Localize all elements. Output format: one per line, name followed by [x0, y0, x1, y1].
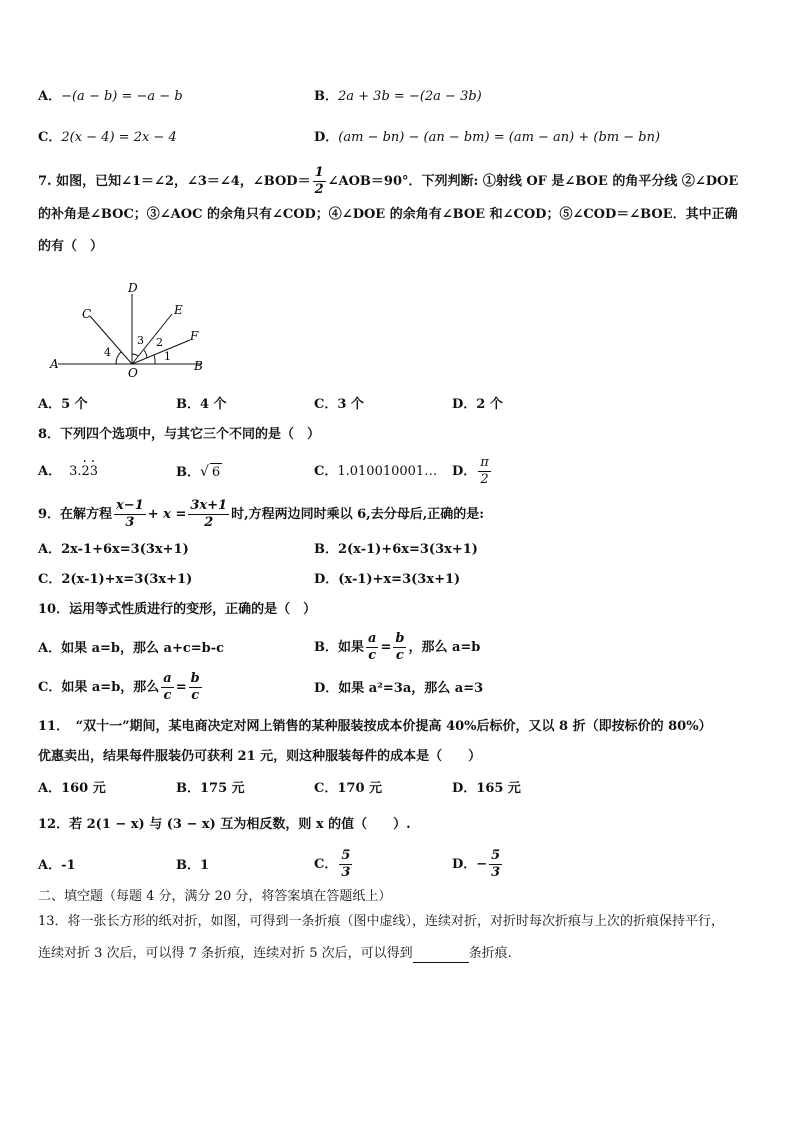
label-d: D — [128, 281, 138, 295]
q8-stem: 8．下列四个选项中，与其它三个不同的是（ ） — [38, 427, 321, 442]
q11-stem-line1: 11． “双十一”期间，某电商决定对网上销售的某种服装按成本价提高 40%后标价，又以 8 折（即按标价的 80%） — [38, 719, 712, 734]
q7-stem-line1: 7. 如图，已知∠1＝∠2，∠3＝∠4，∠BOD＝ $\frac{1}{2}$ ∠AOB＝90°．下列判断: ①射线 OF 是∠BOE 的角平分线 ②∠DOE — [38, 165, 739, 197]
q6-option-d: D．(am − bn) − (an − bm) = (am − an) + (bm − bn) — [314, 130, 661, 145]
q10-stem: 10．运用等式性质进行的变形，正确的是（ ） — [38, 602, 317, 617]
label-e: E — [174, 303, 183, 317]
q6-option-c: C．2(x − 4) = 2x − 4 — [38, 130, 177, 145]
q7-fraction: $\frac{1}{2}$ — [314, 165, 324, 197]
q7-stem-line3: 的有（ ） — [38, 239, 104, 254]
q8-option-a: A． 3.2 ·3 · — [38, 463, 98, 481]
q13-answer-blank[interactable] — [413, 948, 469, 963]
q11-option-b: B．175 元 — [176, 781, 245, 796]
q10-option-d: D．如果 a²=3a，那么 a=3 — [314, 681, 484, 696]
ray-oc — [90, 316, 132, 364]
q7-option-a: A．5 个 — [38, 397, 88, 412]
q10-option-b: B．如果 $\frac{a}{c}$ = $\frac{b}{c}$ ，那么 a=b — [314, 631, 481, 663]
label-1: 1 — [164, 350, 171, 363]
label-3: 3 — [137, 334, 144, 347]
label-f: F — [190, 329, 199, 343]
label-o: O — [128, 366, 138, 380]
q9-option-b: B．2(x-1)+6x=3(3x+1) — [314, 542, 478, 557]
arc-1 — [154, 355, 155, 364]
q7-option-c: C．3 个 — [314, 397, 364, 412]
q10-option-c: C．如果 a=b，那么 $\frac{a}{c}$ = $\frac{b}{c}$ — [38, 671, 200, 703]
label-2: 2 — [156, 336, 163, 349]
q9-option-d: D．(x-1)+x=3(3x+1) — [314, 572, 461, 587]
arc-4 — [116, 352, 121, 364]
q7-option-d: D．2 个 — [452, 397, 503, 412]
q10-option-a: A．如果 a=b，那么 a+c=b-c — [38, 641, 225, 656]
q7-option-b: B．4 个 — [176, 397, 227, 412]
q12-option-c: C． $\frac{5}{3}$ — [314, 848, 351, 880]
q12-option-d: D．− $\frac{5}{3}$ — [452, 848, 501, 880]
q8-option-c: C．1.010010001… — [314, 464, 438, 479]
q12-option-a: A．-1 — [38, 858, 76, 873]
q7-stem-line2: 的补角是∠BOC；③∠AOC 的余角只有∠COD；④∠DOE 的余角有∠BOE 和∠COD；⑤∠COD＝∠BOE．其中正确 — [38, 207, 738, 222]
arc-2 — [144, 350, 147, 358]
q7-angle-figure — [44, 280, 214, 380]
q9-stem: 9．在解方程 $\frac{x-1}{3}$ + x = $\frac{3x+1}{2}$ 时,方程两边同时乘以 6,去分母后,正确的是: — [38, 498, 485, 530]
q6-option-b: B．2a + 3b = −(2a − 3b) — [314, 89, 482, 104]
q9-option-a: A．2x-1+6x=3(3x+1) — [38, 542, 189, 557]
q13-stem-line1: 13．将一张长方形的纸对折，如图，可得到一条折痕（图中虚线），连续对折，对折时每次折痕与上次的折痕保持平行， — [38, 914, 725, 929]
q11-option-a: A．160 元 — [38, 781, 106, 796]
q12-option-b: B．1 — [176, 858, 210, 873]
q12-stem: 12．若 2(1 − x) 与 (3 − x) 互为相反数，则 x 的值（ ）. — [38, 817, 411, 832]
section-fill-in-heading: 二、填空题（每题 4 分，满分 20 分，将答案填在答题纸上） — [38, 889, 392, 904]
label-4: 4 — [104, 346, 111, 359]
q13-stem-line2: 连续对折 3 次后，可以得 7 条折痕，连续对折 5 次后，可以得到 条折痕. — [38, 946, 512, 961]
q8-option-d: D． $\frac{\pi}{2}$ — [452, 455, 489, 487]
q9-option-c: C．2(x-1)+x=3(3x+1) — [38, 572, 193, 587]
label-a: A — [50, 357, 59, 371]
label-c: C — [82, 307, 92, 321]
arc-3 — [132, 354, 138, 356]
q11-option-c: C．170 元 — [314, 781, 383, 796]
q6-option-a: A．−(a − b) = −a − b — [38, 89, 183, 104]
q11-stem-line2: 优惠卖出，结果每件服装仍可获利 21 元，则这种服装每件的成本是（ ） — [38, 749, 482, 764]
q11-option-d: D．165 元 — [452, 781, 521, 796]
q8-option-b: B．√ 6 — [176, 464, 221, 480]
label-b: B — [194, 359, 203, 373]
